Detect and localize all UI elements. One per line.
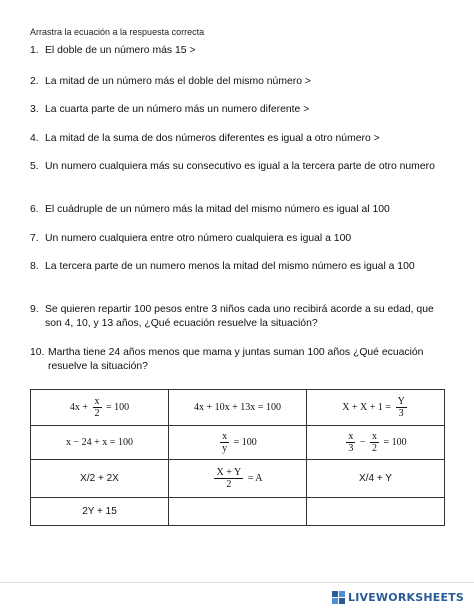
question-10[interactable] xyxy=(30,346,450,375)
denominator: 3 xyxy=(398,408,404,419)
fraction xyxy=(370,431,379,454)
question-5[interactable] xyxy=(30,160,450,174)
fraction xyxy=(214,467,243,490)
question-number: 2. xyxy=(30,76,39,87)
question-text: Se quieren repartir 100 pesos entre 3 niños cada uno recibirá acorde a su edad, que son 4, 10, y 13 años, ¿Qué ecuación resuelve la situación? xyxy=(45,304,434,330)
brand-name: LIVEWORKSHEETS xyxy=(348,591,464,604)
denominator: 2 xyxy=(94,408,100,419)
denominator: 3 xyxy=(348,443,354,454)
numerator: X + Y xyxy=(216,467,242,478)
equations-table xyxy=(30,389,445,526)
denominator: y xyxy=(222,443,228,454)
equation-r2c2[interactable] xyxy=(169,426,307,460)
question-4[interactable] xyxy=(30,132,450,146)
question-number: 4. xyxy=(30,133,39,144)
question-text: Martha tiene 24 años menos que mama y juntas suman 100 años ¿Qué ecuación resuelve la situación? xyxy=(48,347,424,373)
eq-part: = A xyxy=(247,472,263,484)
question-text: El doble de un número más 15 > xyxy=(45,45,196,56)
question-text: La mitad de la suma de dos números diferentes es igual a otro número > xyxy=(45,133,380,144)
eq-part: = 100 xyxy=(383,436,407,448)
equation-r3c3[interactable]: X/4 + Y xyxy=(307,460,445,498)
question-text: La mitad de un número más el doble del mismo número > xyxy=(45,76,311,87)
equation-r3c1[interactable]: X/2 + 2X xyxy=(31,460,169,498)
equation-r2c1[interactable]: x − 24 + x = 100 xyxy=(31,426,169,460)
question-text: La tercera parte de un numero menos la mitad del mismo número es igual a 100 xyxy=(45,261,415,272)
numerator: x xyxy=(222,431,228,442)
eq-part: − xyxy=(359,436,366,448)
eq-part: X + X + 1 = xyxy=(342,401,392,413)
liveworksheets-logo-icon xyxy=(332,591,345,604)
question-text: Un numero cualquiera entre otro número cualquiera es igual a 100 xyxy=(45,233,352,244)
numerator: x xyxy=(372,431,377,442)
liveworksheets-logo[interactable] xyxy=(332,591,464,604)
question-6[interactable] xyxy=(30,203,450,217)
numerator: x xyxy=(94,396,100,407)
equation-r1c2[interactable]: 4x + 10x + 13x = 100 xyxy=(169,390,307,426)
numerator: Y xyxy=(397,396,405,407)
equation-r4c1[interactable]: 2Y + 15 xyxy=(31,498,169,526)
question-number: 1. xyxy=(30,45,39,56)
equation-r2c3[interactable] xyxy=(307,426,445,460)
question-text: Un numero cualquiera más su consecutivo es igual a la tercera parte de otro numero xyxy=(45,161,435,172)
question-number: 9. xyxy=(30,304,39,315)
denominator: 2 xyxy=(226,479,232,490)
instruction-text: Arrastra la ecuación a la respuesta correcta xyxy=(30,27,205,37)
question-number: 10. xyxy=(30,347,45,358)
footer-bar xyxy=(0,582,474,612)
equation-r1c3[interactable] xyxy=(307,390,445,426)
question-number: 6. xyxy=(30,204,39,215)
question-number: 7. xyxy=(30,233,39,244)
fraction xyxy=(346,431,355,454)
question-number: 5. xyxy=(30,161,39,172)
equation-r3c2[interactable] xyxy=(169,460,307,498)
question-8[interactable] xyxy=(30,260,450,274)
equation-r1c1[interactable] xyxy=(31,390,169,426)
fraction xyxy=(396,396,407,419)
eq-part: 4x + xyxy=(69,401,88,413)
fraction xyxy=(93,396,102,419)
question-text: El cuádruple de un número más la mitad del mismo número es igual al 100 xyxy=(45,204,390,215)
empty-cell xyxy=(169,498,307,526)
question-2[interactable] xyxy=(30,75,450,89)
question-number: 8. xyxy=(30,261,39,272)
question-1[interactable] xyxy=(30,44,450,58)
denominator: 2 xyxy=(372,443,377,454)
numerator: x xyxy=(348,431,354,442)
question-7[interactable] xyxy=(30,232,450,246)
question-text: La cuarta parte de un número más un numero diferente > xyxy=(45,104,310,115)
fraction xyxy=(220,431,229,454)
question-3[interactable] xyxy=(30,103,450,117)
question-9[interactable] xyxy=(30,303,450,332)
question-number: 3. xyxy=(30,104,39,115)
empty-cell xyxy=(307,498,445,526)
eq-part: = 100 xyxy=(233,436,257,448)
eq-part: = 100 xyxy=(106,401,130,413)
